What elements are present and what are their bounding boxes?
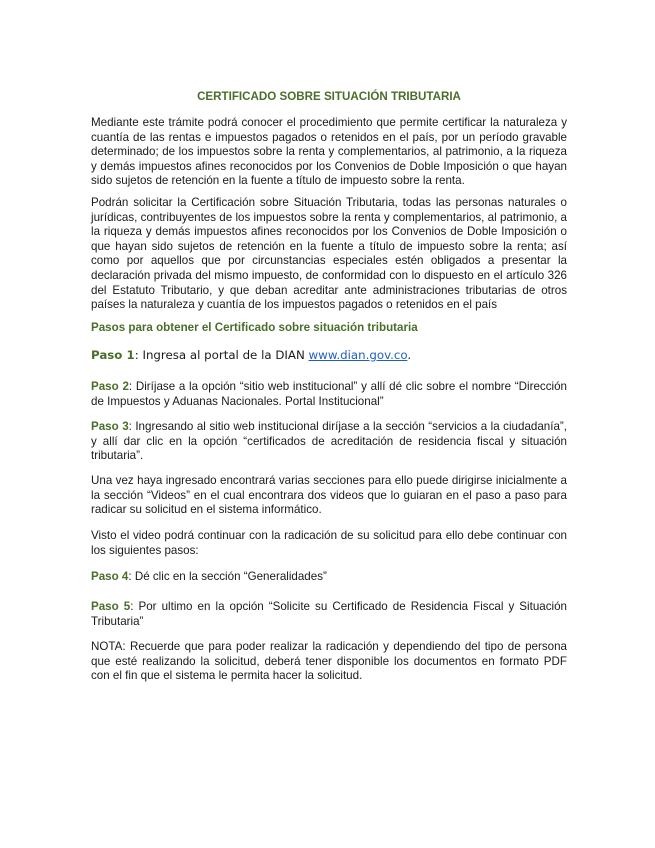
step-4 xyxy=(91,570,327,585)
dian-link[interactable]: www.dian.gov.co xyxy=(308,348,408,362)
note-paragraph: NOTA: Recuerde que para poder realizar la radicación y dependiendo del tipo de persona que esté realizando la solicitud, deberá tener disponible los documentos en formato PDF con el fin que el sistema le permita hacer la solicitud. xyxy=(91,640,567,683)
step-1-text: : Ingresa al portal de la DIAN xyxy=(134,348,309,362)
step-2-text: : Diríjase a la opción “sitio web institucional” y allí dé clic sobre el nombre “Dirección de Impuestos y Aduanas Nacionales. Portal Institucional” xyxy=(91,380,567,408)
intro-paragraph-1: Mediante este trámite podrá conocer el procedimiento que permite certificar la naturaleza y cuantía de las rentas e impuestos pagados o retenidos en el país, por un período gravable determinado; de los impuestos sobre la renta y complementarios, al patrimonio, a la riqueza y demás impuestos afines reconocidos por los Convenios de Doble Imposición o que hayan sido sujetos de retención en la fuente a título de impuesto sobre la renta. xyxy=(91,116,567,188)
videos-paragraph: Una vez haya ingresado encontrará varias secciones para ello puede dirigirse inicialmente a la sección “Videos” en el cual encontrara dos videos que lo guiaran en el paso a paso para radicar su solicitud en el sistema informático. xyxy=(91,474,567,517)
intro-paragraph-2: Podrán solicitar la Certificación sobre Situación Tributaria, todas las personas naturales o jurídicas, contribuyentes de los impuestos sobre la renta y complementarios, al patrimonio, a la riqueza y demás impuestos afines reconocidos por los Convenios de Doble Imposición o que hayan sido sujetos de retención en la fuente a título de impuesto sobre la renta; así como por aquellos que por circunstancias especiales estén obligados a presentar la declaración privada del mismo impuesto, de conformidad con lo dispuesto en el artículo 326 del Estatuto Tributario, y que deban acreditar ante administraciones tributarias de otros países la naturaleza y cuantía de los impuestos pagados o retenidos en el país xyxy=(91,196,567,312)
step-2 xyxy=(91,380,567,409)
step-3-text: : Ingresando al sitio web institucional diríjase a la sección “servicios a la ciudadanía”, y allí dar clic en la opción “certificados de acreditación de residencia fiscal y situación tributaria”. xyxy=(91,420,567,463)
step-5-text: : Por ultimo en la opción “Solicite su Certificado de Residencia Fiscal y Situación Tributaria” xyxy=(91,600,568,628)
continue-paragraph: Visto el video podrá continuar con la radicación de su solicitud para ello debe continuar con los siguientes pasos: xyxy=(91,529,567,557)
steps-heading: Pasos para obtener el Certificado sobre situación tributaria xyxy=(91,321,418,334)
step-5-label: Paso 5 xyxy=(91,600,131,613)
step-4-label: Paso 4 xyxy=(91,570,129,583)
step-4-text: : Dé clic en la sección “Generalidades” xyxy=(128,570,327,583)
step-3 xyxy=(91,420,567,464)
step-5 xyxy=(91,600,567,629)
page-title: CERTIFICADO SOBRE SITUACIÓN TRIBUTARIA xyxy=(197,90,461,103)
step-1: Paso 1: Ingresa al portal de la DIAN www.dian.gov.co. xyxy=(91,348,412,362)
step-3-label: Paso 3 xyxy=(91,420,129,433)
step-2-label: Paso 2 xyxy=(91,380,129,393)
step-1-label: Paso 1 xyxy=(91,348,135,362)
